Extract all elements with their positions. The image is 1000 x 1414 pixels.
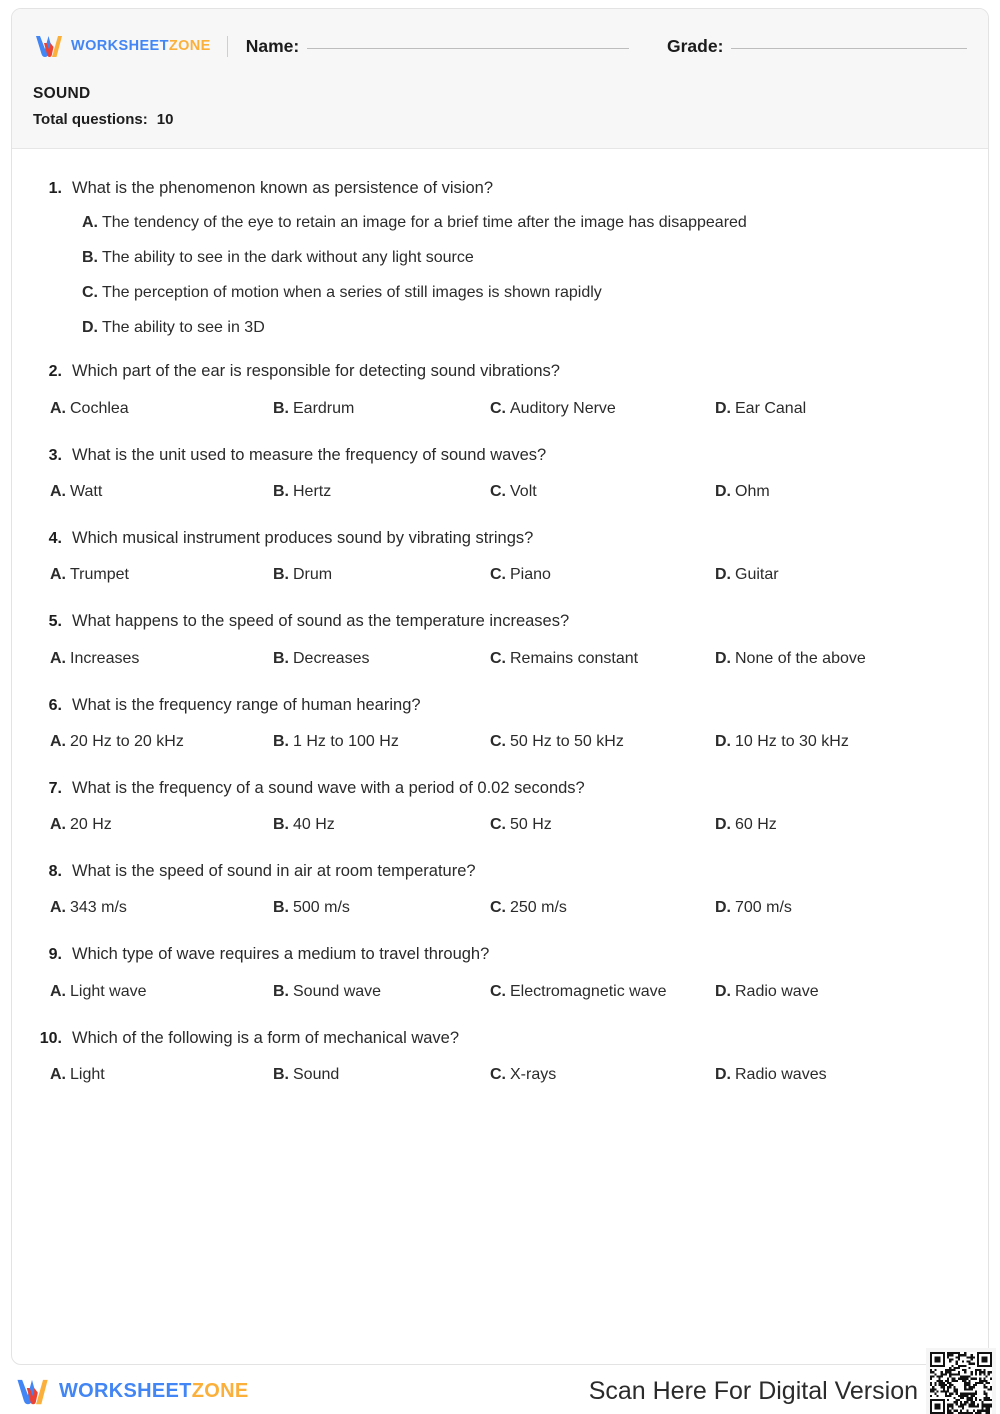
name-label: Name: bbox=[245, 35, 300, 56]
question-number: 7. bbox=[48, 779, 62, 797]
option-letter: A. bbox=[50, 399, 66, 417]
question-item bbox=[36, 177, 964, 338]
page-footer bbox=[0, 1368, 1000, 1414]
question-number: 9. bbox=[48, 946, 62, 964]
answer-option[interactable] bbox=[490, 650, 638, 668]
option-text: 50 Hz to 50 kHz bbox=[510, 732, 624, 750]
option-letter: B. bbox=[273, 649, 289, 667]
option-letter: D. bbox=[715, 732, 731, 750]
option-letter: B. bbox=[273, 566, 289, 584]
option-text: The perception of motion when a series of still images is shown rapidly bbox=[102, 283, 602, 301]
option-letter: B. bbox=[273, 482, 289, 500]
answer-option[interactable] bbox=[273, 566, 332, 584]
question-item bbox=[36, 777, 964, 838]
option-letter: C. bbox=[490, 649, 506, 667]
answer-option[interactable] bbox=[490, 816, 552, 834]
question-number: 2. bbox=[48, 363, 62, 381]
grade-label: Grade: bbox=[667, 35, 724, 56]
option-text: 20 Hz to 20 kHz bbox=[70, 732, 184, 750]
option-letter: A. bbox=[50, 732, 66, 750]
question-item bbox=[36, 1027, 964, 1088]
option-letter: B. bbox=[273, 816, 289, 834]
question-header bbox=[36, 610, 964, 632]
question-header bbox=[36, 694, 964, 716]
question-text: What is the speed of sound in air at room temperature? bbox=[72, 862, 476, 881]
answer-option[interactable] bbox=[490, 566, 551, 584]
header-divider bbox=[227, 36, 228, 57]
question-number: 6. bbox=[48, 696, 62, 714]
option-text: X-rays bbox=[510, 1065, 557, 1083]
total-questions-label: Total questions: bbox=[33, 111, 148, 128]
option-letter: D. bbox=[715, 566, 731, 584]
answer-option[interactable] bbox=[273, 899, 350, 917]
option-letter: B. bbox=[273, 399, 289, 417]
worksheet-title: SOUND bbox=[33, 85, 91, 102]
question-number: 4. bbox=[48, 529, 62, 547]
answer-option[interactable] bbox=[50, 1066, 105, 1084]
option-letter: A. bbox=[50, 816, 66, 834]
option-letter: A. bbox=[50, 899, 66, 917]
answer-options bbox=[36, 213, 964, 338]
option-letter: B. bbox=[82, 249, 98, 267]
option-text: Guitar bbox=[735, 566, 779, 584]
option-letter: A. bbox=[50, 566, 66, 584]
option-letter: B. bbox=[273, 982, 289, 1000]
answer-option[interactable] bbox=[490, 733, 624, 751]
option-text: Ear Canal bbox=[735, 399, 807, 417]
question-text: Which musical instrument produces sound by vibrating strings? bbox=[72, 528, 534, 547]
answer-option[interactable] bbox=[715, 733, 849, 751]
option-letter: D. bbox=[715, 482, 731, 500]
answer-option[interactable] bbox=[715, 400, 806, 418]
option-text: None of the above bbox=[735, 649, 866, 667]
answer-option[interactable] bbox=[273, 400, 354, 418]
option-letter: B. bbox=[273, 1065, 289, 1083]
option-text: 1 Hz to 100 Hz bbox=[293, 732, 399, 750]
answer-option[interactable] bbox=[50, 400, 129, 418]
option-text: The ability to see in 3D bbox=[102, 318, 265, 336]
option-text: Ohm bbox=[735, 482, 770, 500]
name-input-line[interactable] bbox=[307, 48, 629, 49]
question-item bbox=[36, 527, 964, 588]
question-header bbox=[36, 360, 964, 382]
option-letter: D. bbox=[715, 982, 731, 1000]
total-questions bbox=[33, 111, 967, 128]
question-header bbox=[36, 444, 964, 466]
question-text: Which type of wave requires a medium to travel through? bbox=[72, 945, 490, 964]
question-text: Which of the following is a form of mechanical wave? bbox=[72, 1028, 460, 1047]
option-text: Light wave bbox=[70, 982, 147, 1000]
question-item bbox=[36, 694, 964, 755]
question-item bbox=[36, 943, 964, 1004]
option-letter: C. bbox=[490, 399, 506, 417]
option-text: Piano bbox=[510, 566, 551, 584]
option-text: 50 Hz bbox=[510, 816, 552, 834]
scan-here-text: Scan Here For Digital Version bbox=[588, 1376, 918, 1405]
question-item bbox=[36, 444, 964, 505]
question-number: 3. bbox=[48, 446, 62, 464]
option-letter: A. bbox=[82, 214, 98, 232]
header-top-row bbox=[33, 29, 967, 63]
answer-option[interactable] bbox=[715, 650, 866, 668]
answer-option[interactable] bbox=[715, 816, 777, 834]
option-text: Drum bbox=[293, 566, 333, 584]
option-letter: C. bbox=[490, 732, 506, 750]
option-text: Volt bbox=[510, 482, 537, 500]
option-text: Sound bbox=[293, 1065, 340, 1083]
option-letter: D. bbox=[715, 399, 731, 417]
answer-options bbox=[36, 983, 964, 1005]
question-header bbox=[36, 860, 964, 882]
footer-brand-word-worksheet: WORKSHEET bbox=[59, 1379, 192, 1402]
answer-option[interactable] bbox=[82, 213, 964, 234]
option-text: Eardrum bbox=[293, 399, 355, 417]
answer-options bbox=[36, 816, 964, 838]
question-header bbox=[36, 777, 964, 799]
answer-option[interactable] bbox=[50, 566, 129, 584]
question-text: What happens to the speed of sound as the temperature increases? bbox=[72, 612, 570, 631]
answer-option[interactable] bbox=[490, 983, 667, 1001]
option-text: 60 Hz bbox=[735, 816, 777, 834]
answer-option[interactable] bbox=[273, 816, 335, 834]
option-letter: A. bbox=[50, 1065, 66, 1083]
option-text: 343 m/s bbox=[70, 899, 127, 917]
option-text: The tendency of the eye to retain an image for a brief time after the image has disappeared bbox=[102, 214, 747, 232]
answer-option[interactable] bbox=[715, 899, 792, 917]
option-letter: C. bbox=[490, 982, 506, 1000]
answer-option[interactable] bbox=[273, 650, 369, 668]
option-text: Hertz bbox=[293, 482, 332, 500]
question-header bbox=[36, 527, 964, 549]
option-text: Auditory Nerve bbox=[510, 399, 616, 417]
qr-code-icon[interactable] bbox=[926, 1348, 996, 1414]
answer-option[interactable] bbox=[490, 1066, 556, 1084]
answer-option[interactable] bbox=[50, 650, 139, 668]
option-letter: D. bbox=[82, 318, 98, 336]
option-letter: C. bbox=[490, 566, 506, 584]
answer-option[interactable] bbox=[273, 1066, 339, 1084]
option-letter: A. bbox=[50, 982, 66, 1000]
option-text: The ability to see in the dark without any light source bbox=[102, 249, 474, 267]
grade-input-line[interactable] bbox=[731, 48, 967, 49]
answer-options bbox=[36, 650, 964, 672]
answer-option[interactable] bbox=[82, 248, 964, 269]
answer-option[interactable] bbox=[490, 400, 616, 418]
option-text: Decreases bbox=[293, 649, 370, 667]
question-header bbox=[36, 943, 964, 965]
footer-brand-word-zone: ZONE bbox=[191, 1379, 249, 1402]
question-text: What is the phenomenon known as persistence of vision? bbox=[72, 179, 493, 197]
option-letter: B. bbox=[273, 732, 289, 750]
answer-option[interactable] bbox=[50, 899, 127, 917]
answer-option[interactable] bbox=[490, 899, 567, 917]
answer-option[interactable] bbox=[715, 483, 770, 501]
option-letter: D. bbox=[715, 1065, 731, 1083]
question-number: 1. bbox=[48, 180, 62, 197]
option-letter: C. bbox=[82, 283, 98, 301]
grade-field[interactable] bbox=[667, 36, 967, 57]
option-letter: D. bbox=[715, 649, 731, 667]
option-letter: A. bbox=[50, 649, 66, 667]
brand-word-zone: ZONE bbox=[168, 38, 211, 54]
option-text: Radio wave bbox=[735, 982, 819, 1000]
option-letter: C. bbox=[490, 816, 506, 834]
footer-brand-logo[interactable] bbox=[14, 1376, 248, 1407]
questions-list bbox=[12, 149, 988, 1088]
option-text: 40 Hz bbox=[293, 816, 335, 834]
option-text: Watt bbox=[70, 482, 103, 500]
question-number: 5. bbox=[48, 613, 62, 631]
option-text: Radio waves bbox=[735, 1065, 827, 1083]
answer-option[interactable] bbox=[273, 483, 331, 501]
option-letter: D. bbox=[715, 816, 731, 834]
option-letter: A. bbox=[50, 482, 66, 500]
question-text: Which part of the ear is responsible for detecting sound vibrations? bbox=[72, 362, 560, 381]
option-text: Sound wave bbox=[293, 982, 382, 1000]
worksheet-header bbox=[12, 9, 988, 149]
option-letter: C. bbox=[490, 1065, 506, 1083]
question-text: What is the frequency range of human hearing? bbox=[72, 695, 421, 714]
answer-option[interactable] bbox=[715, 566, 779, 584]
answer-option[interactable] bbox=[273, 733, 399, 751]
option-text: 500 m/s bbox=[293, 899, 350, 917]
answer-options bbox=[36, 400, 964, 422]
option-letter: C. bbox=[490, 482, 506, 500]
answer-option[interactable] bbox=[715, 983, 819, 1001]
worksheet-zone-w-logo-icon bbox=[33, 33, 64, 59]
answer-options bbox=[36, 733, 964, 755]
footer-brand-wordmark bbox=[59, 1380, 248, 1403]
answer-option[interactable] bbox=[82, 283, 964, 304]
question-text: What is the unit used to measure the frequency of sound waves? bbox=[72, 445, 547, 464]
answer-option[interactable] bbox=[490, 483, 537, 501]
option-text: Cochlea bbox=[70, 399, 129, 417]
answer-options bbox=[36, 566, 964, 588]
answer-options bbox=[36, 899, 964, 921]
answer-option[interactable] bbox=[715, 1066, 827, 1084]
answer-option[interactable] bbox=[50, 483, 102, 501]
worksheet-card bbox=[11, 8, 989, 1365]
question-header bbox=[36, 1027, 964, 1049]
option-text: Light bbox=[70, 1065, 105, 1083]
answer-options bbox=[36, 1066, 964, 1088]
answer-option[interactable] bbox=[50, 983, 147, 1001]
option-letter: D. bbox=[715, 899, 731, 917]
option-text: Trumpet bbox=[70, 566, 129, 584]
option-letter: B. bbox=[273, 899, 289, 917]
worksheet-zone-w-logo-icon bbox=[14, 1376, 50, 1407]
question-item bbox=[36, 360, 964, 421]
answer-option[interactable] bbox=[50, 733, 184, 751]
option-text: 250 m/s bbox=[510, 899, 567, 917]
name-field[interactable] bbox=[246, 36, 629, 57]
option-letter: C. bbox=[490, 899, 506, 917]
option-text: 20 Hz bbox=[70, 816, 112, 834]
brand-word-worksheet: WORKSHEET bbox=[71, 38, 169, 54]
brand-wordmark bbox=[71, 38, 211, 54]
brand-logo[interactable] bbox=[33, 33, 211, 59]
answer-option[interactable] bbox=[82, 318, 964, 339]
answer-option[interactable] bbox=[273, 983, 381, 1001]
option-text: 700 m/s bbox=[735, 899, 792, 917]
question-item bbox=[36, 610, 964, 671]
option-text: 10 Hz to 30 kHz bbox=[735, 732, 849, 750]
option-text: Increases bbox=[70, 649, 140, 667]
option-text: Electromagnetic wave bbox=[510, 982, 667, 1000]
question-number: 8. bbox=[48, 863, 62, 881]
question-header bbox=[36, 177, 964, 199]
answer-option[interactable] bbox=[50, 816, 112, 834]
option-text: Remains constant bbox=[510, 649, 639, 667]
total-questions-value: 10 bbox=[156, 111, 174, 128]
question-number: 10. bbox=[39, 1029, 62, 1047]
question-item bbox=[36, 860, 964, 921]
question-text: What is the frequency of a sound wave with a period of 0.02 seconds? bbox=[72, 778, 585, 797]
answer-options bbox=[36, 483, 964, 505]
